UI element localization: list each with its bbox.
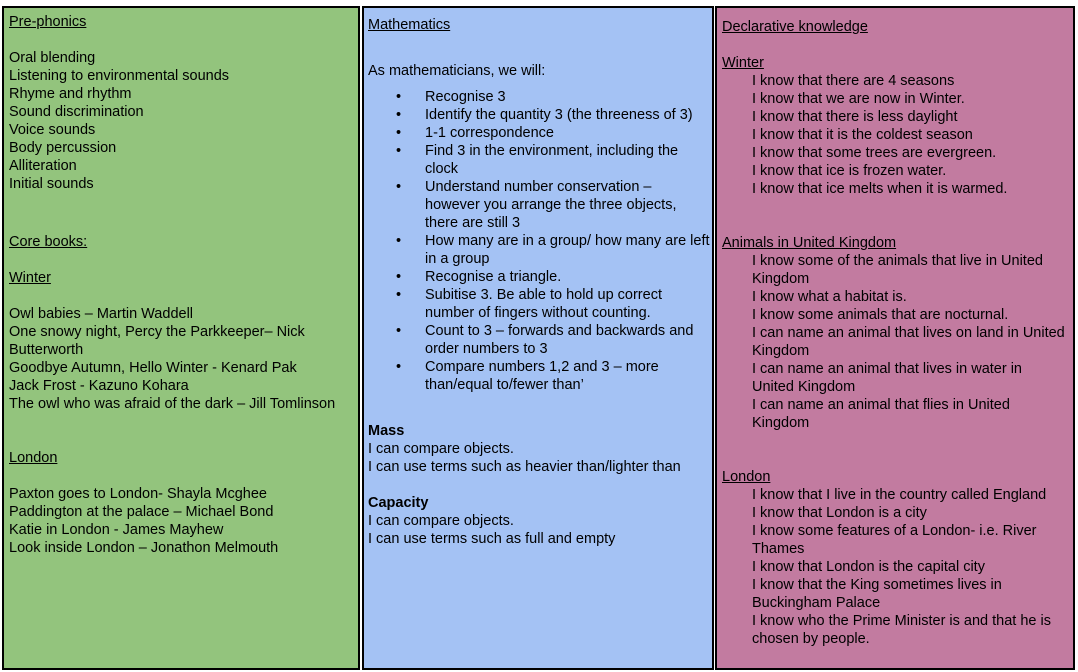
knowledge-statement: I know what a habitat is. (752, 289, 907, 305)
knowledge-statement: I know some of the animals that live in United Kingdom (752, 253, 1043, 287)
objective-item: • Count to 3 – forwards and backwards and order numbers to 3 (368, 322, 710, 358)
declarative-knowledge-title: Declarative knowledge (722, 19, 868, 35)
london-book-list (9, 485, 348, 557)
book-item: Jack Frost - Kazuno Kohara (9, 378, 189, 394)
knowledge-statement: I know that ice melts when it is warmed. (752, 181, 1008, 197)
knowledge-statement: I know that some trees are evergreen. (752, 145, 997, 161)
mathematics-intro: As mathematicians, we will: (368, 63, 546, 79)
book-item: Paxton goes to London- Shayla Mcghee (9, 486, 267, 502)
book-item: One snowy night, Percy the Parkkeeper– Nick Butterworth (9, 324, 305, 358)
dk-london-heading: London (722, 469, 771, 485)
mathematics-objective-list (368, 88, 710, 394)
knowledge-statement: I know some features of a London- i.e. River Thames (752, 523, 1037, 557)
core-books-heading: Core books: (9, 234, 88, 250)
objective-item: • Identify the quantity 3 (the threeness of 3) (368, 106, 710, 124)
book-item: Look inside London – Jonathon Melmouth (9, 540, 279, 556)
knowledge-statement: I can name an animal that lives in water in United Kingdom (752, 361, 1022, 395)
pre-phonics-panel (2, 6, 360, 670)
skill-item: Rhyme and rhythm (9, 86, 132, 102)
knowledge-statement: I know that there is less daylight (752, 109, 958, 125)
mass-statement: I can compare objects. (368, 441, 514, 457)
capacity-heading: Capacity (368, 495, 429, 511)
skill-item: Listening to environmental sounds (9, 68, 230, 84)
dk-animals-list (722, 252, 1067, 432)
objective-item: • Understand number conservation – however you arrange the three objects, there are still 3 (368, 178, 710, 232)
skill-item: Initial sounds (9, 176, 94, 192)
objective-item: • Compare numbers 1,2 and 3 – more than/equal to/fewer than’ (368, 358, 710, 394)
capacity-statement-list (368, 512, 710, 548)
dk-london-list (722, 486, 1067, 648)
skill-item: Oral blending (9, 50, 96, 66)
capacity-statement: I can compare objects. (368, 513, 514, 529)
book-item: Paddington at the palace – Michael Bond (9, 504, 274, 520)
book-item: Goodbye Autumn, Hello Winter - Kenard Pak (9, 360, 297, 376)
knowledge-statement: I know that it is the coldest season (752, 127, 973, 143)
knowledge-statement: I know some animals that are nocturnal. (752, 307, 1009, 323)
knowledge-statement: I can name an animal that lives on land in United Kingdom (752, 325, 1065, 359)
mass-statement: I can use terms such as heavier than/lighter than (368, 459, 681, 475)
capacity-statement: I can use terms such as full and empty (368, 531, 616, 547)
knowledge-statement: I know that London is the capital city (752, 559, 985, 575)
knowledge-statement: I know that I live in the country called England (752, 487, 1047, 503)
knowledge-statement: I know that there are 4 seasons (752, 73, 955, 89)
knowledge-statement: I know that the King sometimes lives in Buckingham Palace (752, 577, 1002, 611)
declarative-knowledge-panel (715, 6, 1075, 670)
mathematics-title: Mathematics (368, 17, 451, 33)
dk-animals-heading: Animals in United Kingdom (722, 235, 897, 251)
skill-item: Voice sounds (9, 122, 96, 138)
book-item: Katie in London - James Mayhew (9, 522, 224, 538)
mathematics-panel (362, 6, 714, 670)
knowledge-statement: I can name an animal that flies in United Kingdom (752, 397, 1010, 431)
skill-item: Body percussion (9, 140, 117, 156)
pre-phonics-skill-list (9, 49, 348, 193)
objective-item: • How many are in a group/ how many are left in a group (368, 232, 710, 268)
objective-item: • 1-1 correspondence (368, 124, 710, 142)
dk-winter-heading: Winter (722, 55, 764, 71)
mass-heading: Mass (368, 423, 405, 439)
winter-books-heading: Winter (9, 270, 51, 286)
objective-item: • Recognise a triangle. (368, 268, 710, 286)
knowledge-statement: I know that we are now in Winter. (752, 91, 965, 107)
mass-statement-list (368, 440, 710, 476)
knowledge-statement: I know that London is a city (752, 505, 927, 521)
london-books-heading: London (9, 450, 58, 466)
book-item: Owl babies – Martin Waddell (9, 306, 194, 322)
pre-phonics-title: Pre-phonics (9, 14, 87, 30)
dk-winter-list (722, 72, 1067, 198)
knowledge-statement: I know that ice is frozen water. (752, 163, 947, 179)
winter-book-list (9, 305, 348, 413)
skill-item: Sound discrimination (9, 104, 144, 120)
skill-item: Alliteration (9, 158, 77, 174)
objective-item: • Subitise 3. Be able to hold up correct number of fingers without counting. (368, 286, 710, 322)
knowledge-statement: I know who the Prime Minister is and that he is chosen by people. (752, 613, 1051, 647)
objective-item: • Find 3 in the environment, including the clock (368, 142, 710, 178)
objective-item: • Recognise 3 (368, 88, 710, 106)
book-item: The owl who was afraid of the dark – Jill Tomlinson (9, 396, 336, 412)
